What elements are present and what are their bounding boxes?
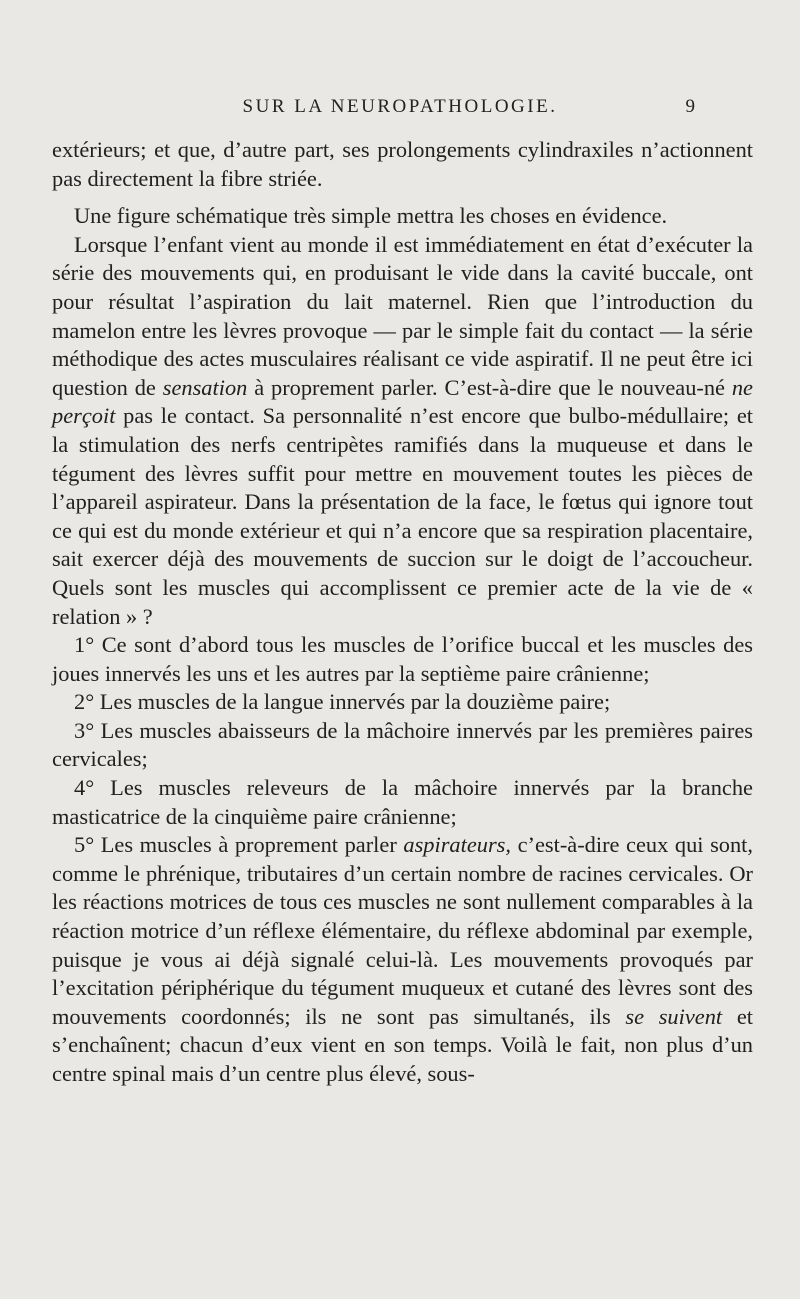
list-item-2 — [52, 688, 753, 717]
page-header — [0, 96, 800, 126]
running-title: SUR LA NEUROPATHOLOGIE. — [242, 96, 558, 117]
text-run: 4° Les muscles releveurs de la mâchoire innervés par la branche masticatrice de la cinquième paire crânienne; — [52, 775, 753, 829]
text-run: à proprement parler. C’est-à-dire que le nouveau-né — [247, 374, 732, 400]
paragraph-newborn — [52, 231, 753, 631]
paragraph-figure — [52, 202, 753, 231]
italic-run: ne perçoit — [52, 374, 753, 429]
text-run: 5° Les muscles à proprement parler — [74, 832, 404, 858]
list-item-1 — [52, 631, 753, 688]
body-text — [52, 136, 753, 1089]
page-number: 9 — [685, 96, 695, 117]
list-item-5 — [52, 831, 753, 1088]
italic-run: aspirateurs, — [403, 832, 511, 858]
text-run: 3° Les muscles abaisseurs de la mâchoire innervés par les premières paires cervicales; — [52, 717, 753, 772]
text-run: et s’enchaînent; chacun d’eux vient en son temps. Voilà le fait, non plus d’un centre spinal mais d’un centre plus élevé, sous- — [52, 1003, 753, 1086]
text-run: 1° Ce sont d’abord tous les muscles de l’orifice buccal et les muscles des joues innervés les uns et les autres par la septième paire crânienne; — [52, 632, 753, 686]
list-item-4 — [52, 774, 753, 831]
text-run: extérieurs; et que, d’autre part, ses prolongements cylindraxiles n’actionnent pas directement la fibre striée. — [52, 137, 753, 191]
paragraph-continuation — [52, 136, 753, 193]
text-run: 2° Les muscles de la langue innervés par la douzième paire; — [74, 689, 611, 715]
italic-run: sensation — [162, 374, 248, 400]
text-run: Une figure schématique très simple mettra les choses en évidence. — [74, 203, 668, 229]
italic-run: se suivent — [625, 1003, 723, 1029]
list-item-3 — [52, 717, 753, 774]
text-run: pas le contact. Sa personnalité n’est encore que bulbo-médullaire; et la stimulation des nerfs centripètes ramifiés dans la muqueuse et dans le tégument des lèvres suffit pour mettre en mouvement toutes les pièces de l’appareil aspirateur. Dans la présentation de la face, le fœtus qui ignore tout ce qui est du monde extérieur et qui n’a encore que sa respiration placentaire, sait exercer déjà des mouvements de succion sur le doigt de l’accoucheur. Quels sont les muscles qui accomplissent ce premier acte de la vie de « relation » ? — [52, 403, 753, 629]
text-run: c’est-à-dire ceux qui sont, comme le phrénique, tributaires d’un certain nombre de racines cervicales. Or les réactions motrices de tous ces muscles ne sont nullement comparables à la réaction motrice d’un réflexe élémentaire, du réflexe abdominal par exemple, puisque je vous ai déjà signalé celui-là. Les mouvements provoqués par l’excitation périphérique du tégument muqueux et cutané des lèvres sont des mouvements coordonnés; ils ne sont pas simultanés, ils — [52, 832, 753, 1029]
text-run: Lorsque l’enfant vient au monde il est immédiatement en état d’exécuter la série des mouvements qui, en produisant le vide dans la cavité buccale, ont pour résultat l’aspiration du lait maternel. Rien que l’introduction du mamelon entre les lèvres provoque — par le simple fait du contact — la série méthodique des actes musculaires réalisant ce vide aspiratif. Il ne peut être ici question de — [52, 231, 753, 400]
